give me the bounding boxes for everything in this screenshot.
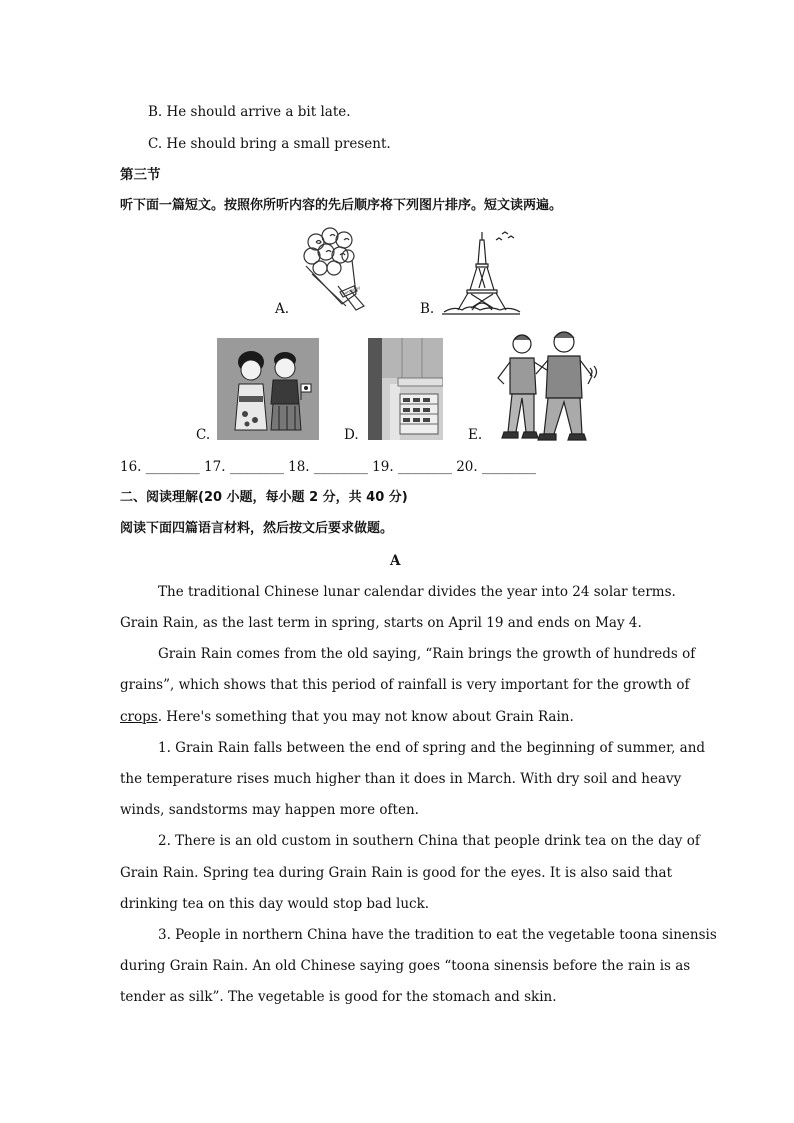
passage-line: winds, sandstorms may happen more often. <box>120 802 419 818</box>
option-b: B. He should arrive a bit late. <box>148 104 351 120</box>
passage-line: 1. Grain Rain falls between the end of spring and the beginning of summer, and <box>158 740 706 756</box>
passage-line: the temperature rises much higher than it does in March. With dry soil and heavy <box>120 771 682 787</box>
svg-text:Someday: Someday <box>341 284 361 297</box>
flower-bouquet-icon <box>298 226 382 316</box>
part2-instruction: 阅读下面四篇语言材料，然后按文后要求做题。 <box>120 521 394 536</box>
passage-line: tender as silk”. The vegetable is good for the stomach and skin. <box>120 989 557 1005</box>
section-instruction: 听下面一篇短文。按照你所听内容的先后顺序将下列图片排序。短文读两遍。 <box>120 198 563 213</box>
picture-a-label: A. <box>275 301 290 317</box>
passage-line: Grain Rain, as the last term in spring, starts on April 19 and ends on May 4. <box>120 615 642 631</box>
section-heading: 第三节 <box>120 167 161 183</box>
underlined-word: crops <box>120 709 158 725</box>
passage-title: A <box>390 553 401 569</box>
passage-line: grains”, which shows that this period of rainfall is very important for the growth of <box>120 677 690 693</box>
passage-line: Grain Rain. Spring tea during Grain Rain is good for the eyes. It is also said that <box>120 865 672 881</box>
option-c: C. He should bring a small present. <box>148 136 391 152</box>
picture-d-label: D. <box>344 427 359 443</box>
passage-line: during Grain Rain. An old Chinese saying goes “toona sinensis before the rain is as <box>120 958 691 974</box>
passage-line: 3. People in northern China have the tradition to eat the vegetable toona sinensis <box>158 927 717 943</box>
passage-line <box>120 708 574 726</box>
shoe-cabinet-icon <box>368 338 443 440</box>
passage-line: The traditional Chinese lunar calendar divides the year into 24 solar terms. <box>158 584 676 600</box>
two-friends-icon <box>488 328 598 442</box>
answer-blanks: 16. ________ 17. ________ 18. ________ 19. ________ 20. ________ <box>120 459 536 475</box>
kimono-couple-icon <box>217 338 319 440</box>
picture-c-label: C. <box>196 427 211 443</box>
passage-line: drinking tea on this day would stop bad luck. <box>120 896 430 912</box>
passage-line: Grain Rain comes from the old saying, “Rain brings the growth of hundreds of <box>158 646 696 662</box>
passage-text: . Here's something that you may not know about Grain Rain. <box>157 709 574 725</box>
part2-heading: 二、阅读理解(20 小题，每小题 2 分，共 40 分) <box>120 490 408 505</box>
picture-b-label: B. <box>420 301 435 317</box>
picture-e-label: E. <box>468 427 483 443</box>
passage-line: 2. There is an old custom in southern China that people drink tea on the day of <box>158 833 700 849</box>
eiffel-tower-icon <box>440 228 522 316</box>
